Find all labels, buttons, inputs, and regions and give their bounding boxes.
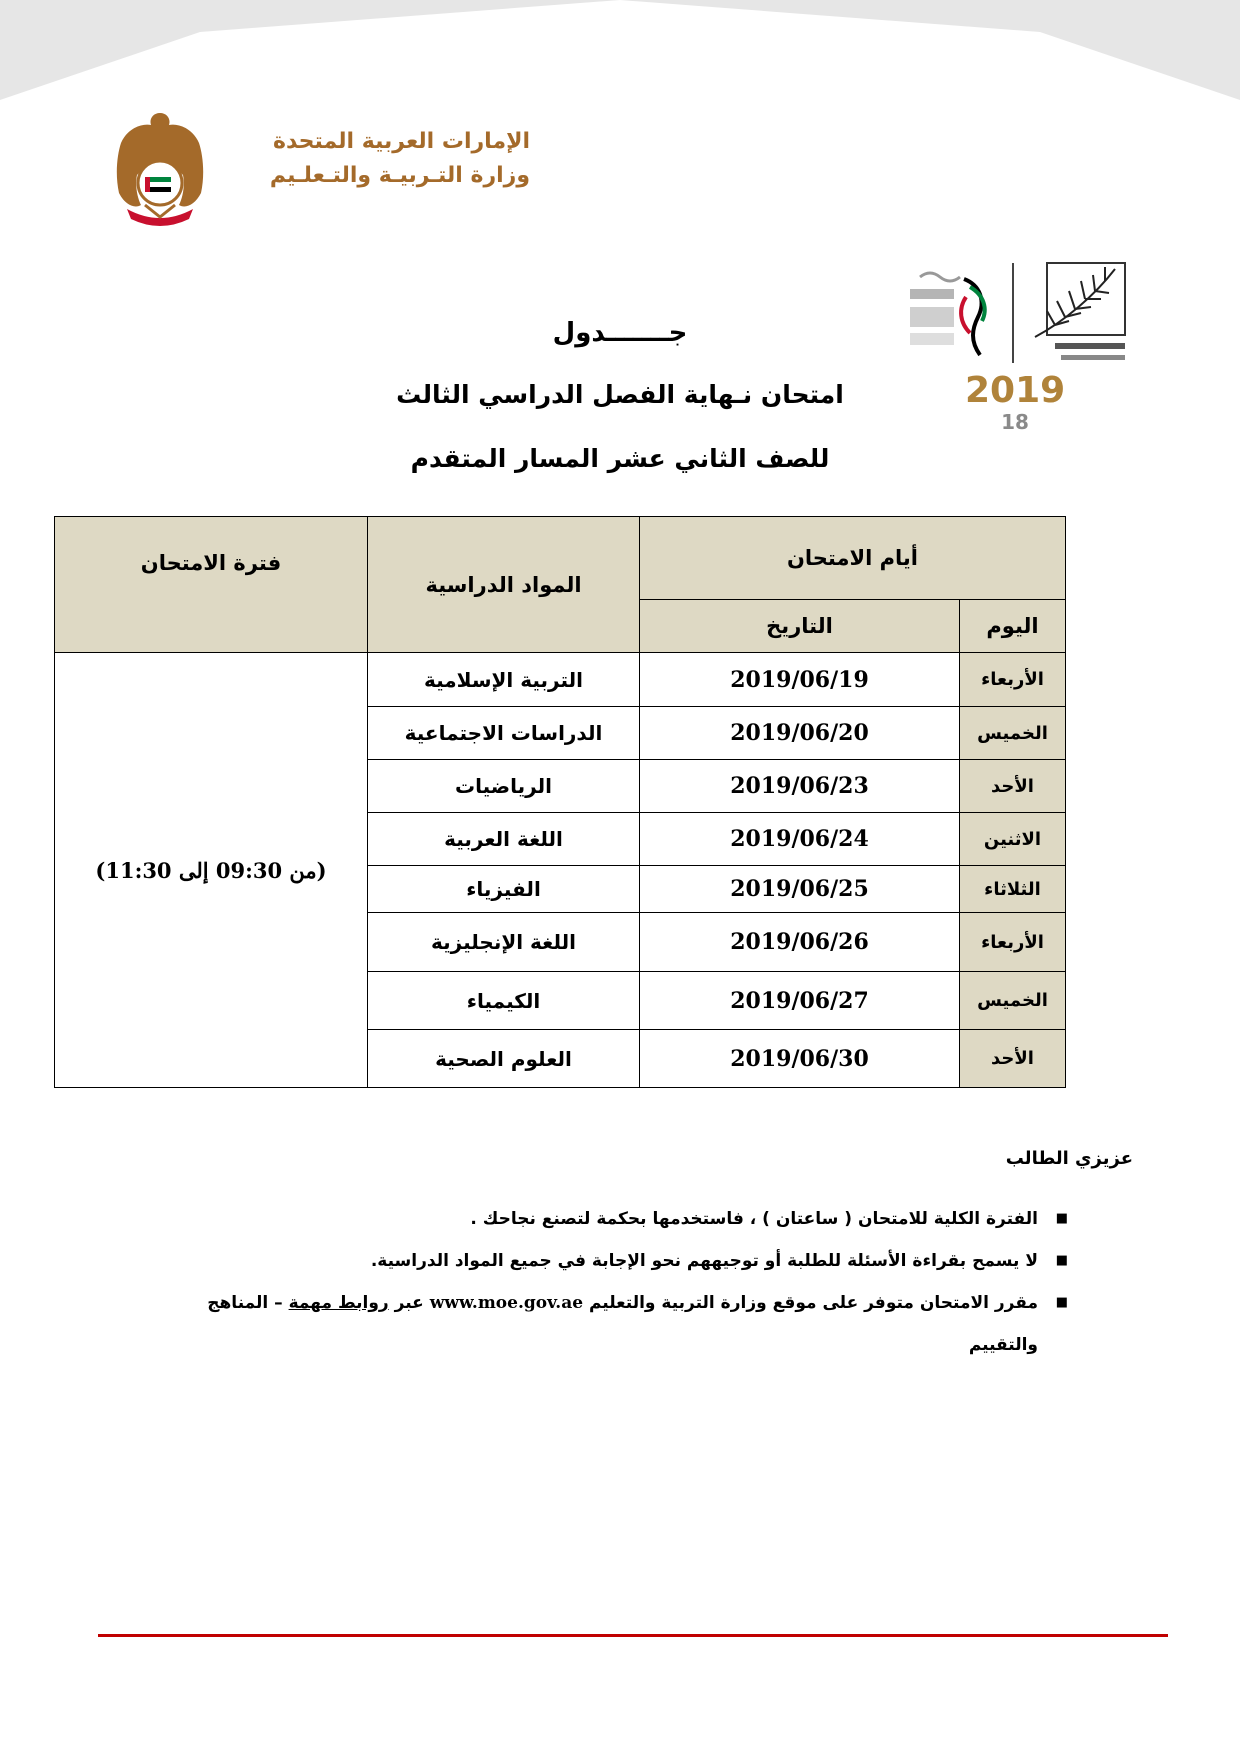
day-cell: الأحد	[960, 1030, 1066, 1088]
subject-cell: الرياضيات	[368, 760, 640, 813]
day-cell: الخميس	[960, 707, 1066, 760]
logos-group	[900, 255, 1135, 370]
uae-emblem-icon	[105, 105, 215, 230]
logo-divider	[1012, 263, 1014, 363]
grade-title: للصف الثاني عشر المسار المتقدم	[410, 444, 830, 473]
note-item	[138, 1240, 1068, 1282]
header-period: فترة الامتحان	[55, 517, 368, 653]
note-text: – المناهج والتقييم	[207, 1293, 1038, 1355]
vision-2021-logo-icon	[900, 267, 1000, 362]
header-exam-days: أيام الامتحان	[640, 517, 1066, 600]
year-of-tolerance-logo-icon	[1025, 259, 1130, 369]
year-main: 2019	[965, 370, 1066, 411]
header-date: التاريخ	[640, 600, 960, 653]
ministry-website-link[interactable]: www.moe.gov.ae	[429, 1293, 584, 1313]
date-cell: 2019/06/25	[640, 866, 960, 913]
date-cell: 2019/06/19	[640, 653, 960, 707]
subject-cell: اللغة الإنجليزية	[368, 913, 640, 972]
subject-cell: اللغة العربية	[368, 813, 640, 866]
day-cell: الاثنين	[960, 813, 1066, 866]
footer-rule	[98, 1634, 1168, 1637]
square-bullet-icon: ■	[1055, 1295, 1068, 1310]
note-text: مقرر الامتحان متوفر على موقع وزارة التربية والتعليم	[588, 1293, 1038, 1313]
title-block	[330, 315, 910, 477]
note-text: عبر	[394, 1293, 424, 1313]
day-cell: الأحد	[960, 760, 1066, 813]
ministry-name: وزارة التـربيـة والتـعلـيم	[269, 163, 530, 188]
subject-cell: الكيمياء	[368, 972, 640, 1030]
exam-schedule-table	[54, 516, 1066, 1088]
doc-title: جـــــــدول	[552, 318, 688, 348]
subject-cell: الدراسات الاجتماعية	[368, 707, 640, 760]
important-links-link[interactable]: روابط مهمة	[288, 1293, 389, 1313]
day-cell: الأربعاء	[960, 913, 1066, 972]
square-bullet-icon: ■	[1055, 1211, 1068, 1226]
date-cell: 2019/06/26	[640, 913, 960, 972]
date-cell: 2019/06/23	[640, 760, 960, 813]
header-subjects: المواد الدراسية	[368, 517, 640, 653]
date-cell: 2019/06/27	[640, 972, 960, 1030]
day-cell: الثلاثاء	[960, 866, 1066, 913]
day-cell: الأربعاء	[960, 653, 1066, 707]
exam-title: امتحان نـهاية الفصل الدراسي الثالث	[396, 380, 844, 409]
note-item	[138, 1282, 1068, 1366]
year-sub: 18	[1001, 410, 1029, 434]
exam-period-cell: (من 09:30 إلى 11:30)	[55, 653, 368, 1088]
table-row	[55, 653, 1066, 707]
country-name: الإمارات العربية المتحدة	[272, 129, 530, 154]
note-item	[138, 1198, 1068, 1240]
note-text: لا يسمح بقراءة الأسئلة للطلبة أو توجيههم نحو الإجابة في جميع المواد الدراسية.	[370, 1251, 1038, 1271]
academic-year-mark	[965, 372, 1065, 434]
subject-cell: الفيزياء	[368, 866, 640, 913]
header-day: اليوم	[960, 600, 1066, 653]
subject-cell: التربية الإسلامية	[368, 653, 640, 707]
top-band	[0, 0, 1240, 110]
ministry-header	[105, 95, 535, 235]
date-cell: 2019/06/20	[640, 707, 960, 760]
note-text: الفترة الكلية للامتحان ( ساعتان ) ، فاستخدمها بحكمة لتصنع نجاحك .	[470, 1209, 1038, 1229]
subject-cell: العلوم الصحية	[368, 1030, 640, 1088]
notes-title: عزيزي الطالب	[1005, 1148, 1133, 1169]
day-cell: الخميس	[960, 972, 1066, 1030]
date-cell: 2019/06/30	[640, 1030, 960, 1088]
square-bullet-icon: ■	[1055, 1253, 1068, 1268]
date-cell: 2019/06/24	[640, 813, 960, 866]
